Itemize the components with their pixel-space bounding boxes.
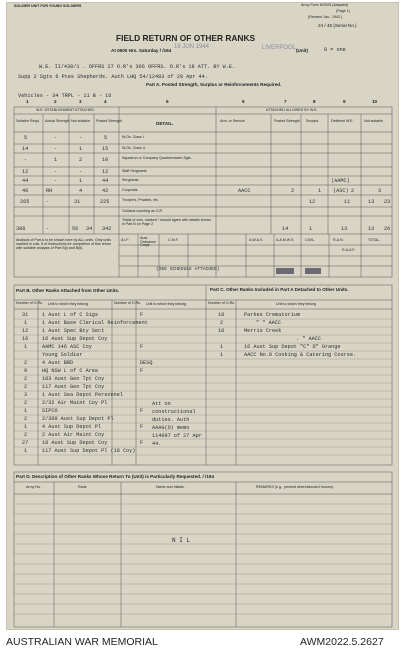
col-header: Unit to which they belong <box>146 302 187 306</box>
cell: 2 <box>79 157 83 163</box>
col-number: 9 <box>343 99 346 104</box>
cell: 13 <box>368 199 375 205</box>
cell: 34 <box>86 226 93 232</box>
we-line: W.E. II/430/1 . OFFRS 27 O.R's 366 OFFRS. O.R's 18 ATT. BY W.E. <box>39 64 236 70</box>
cell: 2 <box>24 360 28 366</box>
detail-label: Civilians counting as O.R. <box>122 209 164 213</box>
cell: - <box>24 157 28 163</box>
cell: - <box>46 199 50 205</box>
cell: 1 <box>79 178 83 184</box>
analysis-col: R.A.A.F. <box>342 248 356 252</box>
analysis-col: R.A.N. <box>333 238 344 242</box>
cell: Merris Creek <box>244 328 282 334</box>
cell: F <box>140 408 144 414</box>
col-header: Name and Initials. <box>156 485 185 489</box>
detail-heading: DETAIL. <box>156 121 174 126</box>
cell: F <box>140 312 144 318</box>
cell: 2 Aust Air Maint Coy <box>42 432 105 438</box>
unit-value: 8 = one <box>324 47 346 53</box>
analysis-col: TOTAL. <box>368 238 381 242</box>
cell: 14 <box>282 226 289 232</box>
analysis-col: CIVIL. <box>305 238 315 242</box>
cell: 16 Aust Sup Depot "C" D" Grange <box>244 344 341 350</box>
cell: 27 <box>22 440 29 446</box>
cell: 386 <box>16 226 26 232</box>
col-number: 10 <box>372 99 378 104</box>
col-header: Number of O.Rs. <box>16 301 43 305</box>
vehicles-line: Vehicles - 34 TRPL - 11 B - 16 <box>18 93 112 99</box>
cell: 3 <box>378 188 382 194</box>
archive-footer <box>0 630 406 653</box>
cell: " " AACC <box>256 320 281 326</box>
cell: 23 <box>384 199 391 205</box>
cell: 2 <box>24 384 28 390</box>
cell: 12 <box>102 169 109 175</box>
cell: 2 <box>24 400 28 406</box>
cell: 3 <box>24 392 28 398</box>
cell: Young Soldier <box>42 352 83 358</box>
cell: - <box>79 135 83 141</box>
col-number: 4 <box>104 99 107 104</box>
cell: 4 Aust Sup Depot Pl <box>42 424 102 430</box>
cell: F <box>140 344 144 350</box>
col-header: Not suitable <box>71 119 90 123</box>
analysis-col: A.W.A.S. <box>249 238 264 242</box>
analysis-note: Analysis of Part A to be shown here by ALL units. Only units marked in cols. 5 of Instructions for completion of this return with suitable analysis of Part B(i) and B(ii). <box>16 238 112 251</box>
detail-label: Totals of cols. marked * should agree with details shown in Part B on Page 2 <box>122 218 212 226</box>
cell: F <box>140 424 144 430</box>
col-header: Unit to which they belong <box>276 302 317 306</box>
army-form-label: Army Form W3009 (Adapted) <box>301 3 348 7</box>
col-number: 1 <box>26 99 29 104</box>
at-line: At 0600 Hrs. Saturday / /194 <box>111 48 172 53</box>
col-header: Suitable Reqd. <box>16 119 40 123</box>
col-header: Unit to which they belong <box>48 302 89 306</box>
cell: F <box>140 368 144 374</box>
col-header: REMARKS (e.g., present whereabouts if known). <box>256 485 334 489</box>
cell: - <box>54 178 58 184</box>
cell: (AAMC) <box>331 178 350 184</box>
cell: . " AACC <box>296 336 321 342</box>
detail-label: W.Os. Class II. <box>122 146 146 150</box>
cell: 2 <box>220 320 224 326</box>
cell: SIPCO <box>42 408 58 414</box>
ink-block <box>305 268 321 274</box>
col-header: Posted Strength <box>96 119 122 123</box>
cell: 14 <box>22 146 29 152</box>
cell: 1 Aust L of C Sigs <box>42 312 99 318</box>
col-header: Army No. <box>26 485 41 489</box>
cell: 10 <box>102 157 109 163</box>
cell: 2 <box>291 188 295 194</box>
cell: 1 <box>309 226 313 232</box>
archive-ref: AWM2022.5.2627 <box>300 636 384 648</box>
cell: 265 <box>20 199 30 205</box>
cell: 1 <box>54 157 58 163</box>
analysis-col: Aust. Ordnance Corps <box>140 236 156 248</box>
analysis-col: A.I.F. <box>121 238 130 242</box>
cell: 2 <box>24 376 28 382</box>
cell: 1 Aust Spec Bty Sect <box>42 328 105 334</box>
cell: - <box>54 135 58 141</box>
attached-allowed-label: ATTACHED ALLOWED BY W.E. <box>266 108 318 112</box>
col-number: 5 <box>166 99 169 104</box>
part-a-title: Part A. Posted Strength, Surplus or Reinforcements Required. <box>146 82 282 87</box>
cell: 2/32 Air Maint Coy Pl <box>42 400 108 406</box>
date-stamp: 16 JUN 1944 <box>174 44 210 50</box>
cell: 18 <box>218 312 225 318</box>
cell: (ASC) <box>333 188 349 194</box>
col-number: 7 <box>284 99 287 104</box>
cell: 1 <box>24 344 28 350</box>
detail-label: Sergeants <box>122 178 139 182</box>
cell: 31 <box>22 312 29 318</box>
col-number: 6 <box>242 99 245 104</box>
cell: 13 <box>368 226 375 232</box>
cell: 225 <box>100 199 110 205</box>
part-d-title: Part D. Description of Other Ranks Whose Return To (Unit) is Particularly Requested. / /194 <box>16 474 214 479</box>
cell: F <box>140 440 144 446</box>
serial-number: 24 / 45 (Serial No.) <box>318 23 357 28</box>
cell: 2 <box>24 416 28 422</box>
cell: 117 Aust Gen Tpt Coy <box>42 384 105 390</box>
cell: AAMC 146 ASC Coy <box>42 344 92 350</box>
cell: 1 <box>79 146 83 152</box>
unit-top-label: SOLDIER UNIT FOR YOUNG SOLDIERS <box>14 4 82 8</box>
cell: 1 Aust Base Clerical Reinforcement <box>42 320 148 326</box>
detail-label: Troopers, Privates, etc. <box>122 198 160 202</box>
col-number: 2 <box>54 99 57 104</box>
col-number: 3 <box>79 99 82 104</box>
cell: Parkes Crematorium <box>244 312 301 318</box>
unit-stamp: LIVERPOOL <box>262 45 297 51</box>
part-b-title: Part B. Other Ranks Attached from Other Units. <box>16 288 120 293</box>
cell: 31 <box>74 199 81 205</box>
cell: 12 <box>22 328 29 334</box>
col-header: Deficient W.E. <box>331 119 354 123</box>
cell: 5 <box>24 135 28 141</box>
col-header: Actual Strength <box>45 119 70 123</box>
cell: 11 <box>344 199 351 205</box>
cell: 103 Aust Gen Tpt Coy <box>42 376 105 382</box>
att-note: Att on constructional duties. Auth AAAG(O) memo 114097 of 27 Apr 44. <box>152 401 202 448</box>
cell: 56 <box>72 226 79 232</box>
col-header: Not suitable <box>364 119 383 123</box>
cell: 46 <box>22 188 29 194</box>
revised-label: (Revised Jan., 1942.) <box>308 15 343 19</box>
cell: - <box>54 146 58 152</box>
col-header: Number of O.Rs. <box>114 301 141 305</box>
cell: RH <box>46 188 53 194</box>
nil-entry: N I L <box>172 537 191 544</box>
col-number: 8 <box>313 99 316 104</box>
col-header: Rank. <box>78 485 88 489</box>
cell: 4 Aust BRD <box>42 360 74 366</box>
cell: 117 Aust Sup Depot Pl (18 Coy) <box>42 448 136 454</box>
cell: 4 <box>79 188 83 194</box>
cell: 9 <box>24 368 28 374</box>
cell: 1 <box>24 448 28 454</box>
cell: 26 <box>384 226 391 232</box>
analysis-col: A.A.M.W.S. <box>276 238 295 242</box>
cell: 342 <box>102 226 112 232</box>
detail-label: Squadron or Company Quartermaster-Sgts. <box>122 156 192 160</box>
cell: AACC <box>238 188 251 194</box>
cell: 1 Aust Sea Depot Personnel <box>42 392 123 398</box>
cell: 44 <box>22 178 29 184</box>
cell: 13 <box>341 226 348 232</box>
cell: AACC No.9 Cooking & Catering Course. <box>244 352 357 358</box>
cell: 1 <box>318 188 322 194</box>
cell: 2 <box>351 188 355 194</box>
cell: 2/369 Aust Sup Depot Pl <box>42 416 114 422</box>
col-header: Surplus <box>306 119 319 123</box>
cell: - <box>79 169 83 175</box>
cell: 42 <box>102 188 109 194</box>
cell: 15 <box>102 146 109 152</box>
cell: 16 <box>22 336 29 342</box>
col-header: Number of O.Rs. <box>208 301 235 305</box>
cell: 16 Aust Sup Depot Coy <box>42 336 108 342</box>
cell: 1 <box>24 408 28 414</box>
cell: - <box>46 226 50 232</box>
col-header: Arm. or Service <box>220 119 245 123</box>
page-label: (Page 1) <box>336 9 350 13</box>
col-header: Posted Strength <box>274 119 300 123</box>
archive-name: AUSTRALIAN WAR MEMORIAL <box>6 636 158 648</box>
cell: 1 <box>24 320 28 326</box>
cell: DESQ <box>140 360 153 366</box>
cell: 5 <box>104 135 108 141</box>
schedule-stamp: (SEE SCHEDULE ATTACHED) <box>156 267 220 272</box>
cell: 12 <box>22 169 29 175</box>
cell: - <box>54 169 58 175</box>
ink-block <box>276 268 294 274</box>
cell: 18 Aust Sup Depot Coy <box>42 440 108 446</box>
detail-label: W.Os. Class I. <box>122 135 145 139</box>
cell: 1 <box>220 352 224 358</box>
cell: 44 <box>102 178 109 184</box>
cell: 10 <box>218 328 225 334</box>
cell: 12 <box>309 199 316 205</box>
analysis-col: C.M.F. <box>168 238 179 242</box>
part-c-title: Part C. Other Ranks Included in Part A Detached to Other Units. <box>210 287 349 292</box>
cell: HQ NSW L of C Area <box>42 368 99 374</box>
cell: 2 <box>24 432 28 438</box>
supp-line: Supp 2 Sgts 6 Ptes Shepherds. Auth LHQ 54/12483 of 29 Apr 44. <box>18 74 208 80</box>
we-establishment-label: W.E. ESTABLISHMENT ATTACHED. <box>36 108 95 112</box>
unit-label: (Unit) <box>296 48 308 53</box>
document-sheet <box>6 2 399 630</box>
cell: 1 <box>24 424 28 430</box>
cell: 1 <box>220 344 224 350</box>
detail-label: Corporals <box>122 188 138 192</box>
detail-label: Staff Sergeants <box>122 169 147 173</box>
form-title: FIELD RETURN OF OTHER RANKS <box>116 33 256 43</box>
